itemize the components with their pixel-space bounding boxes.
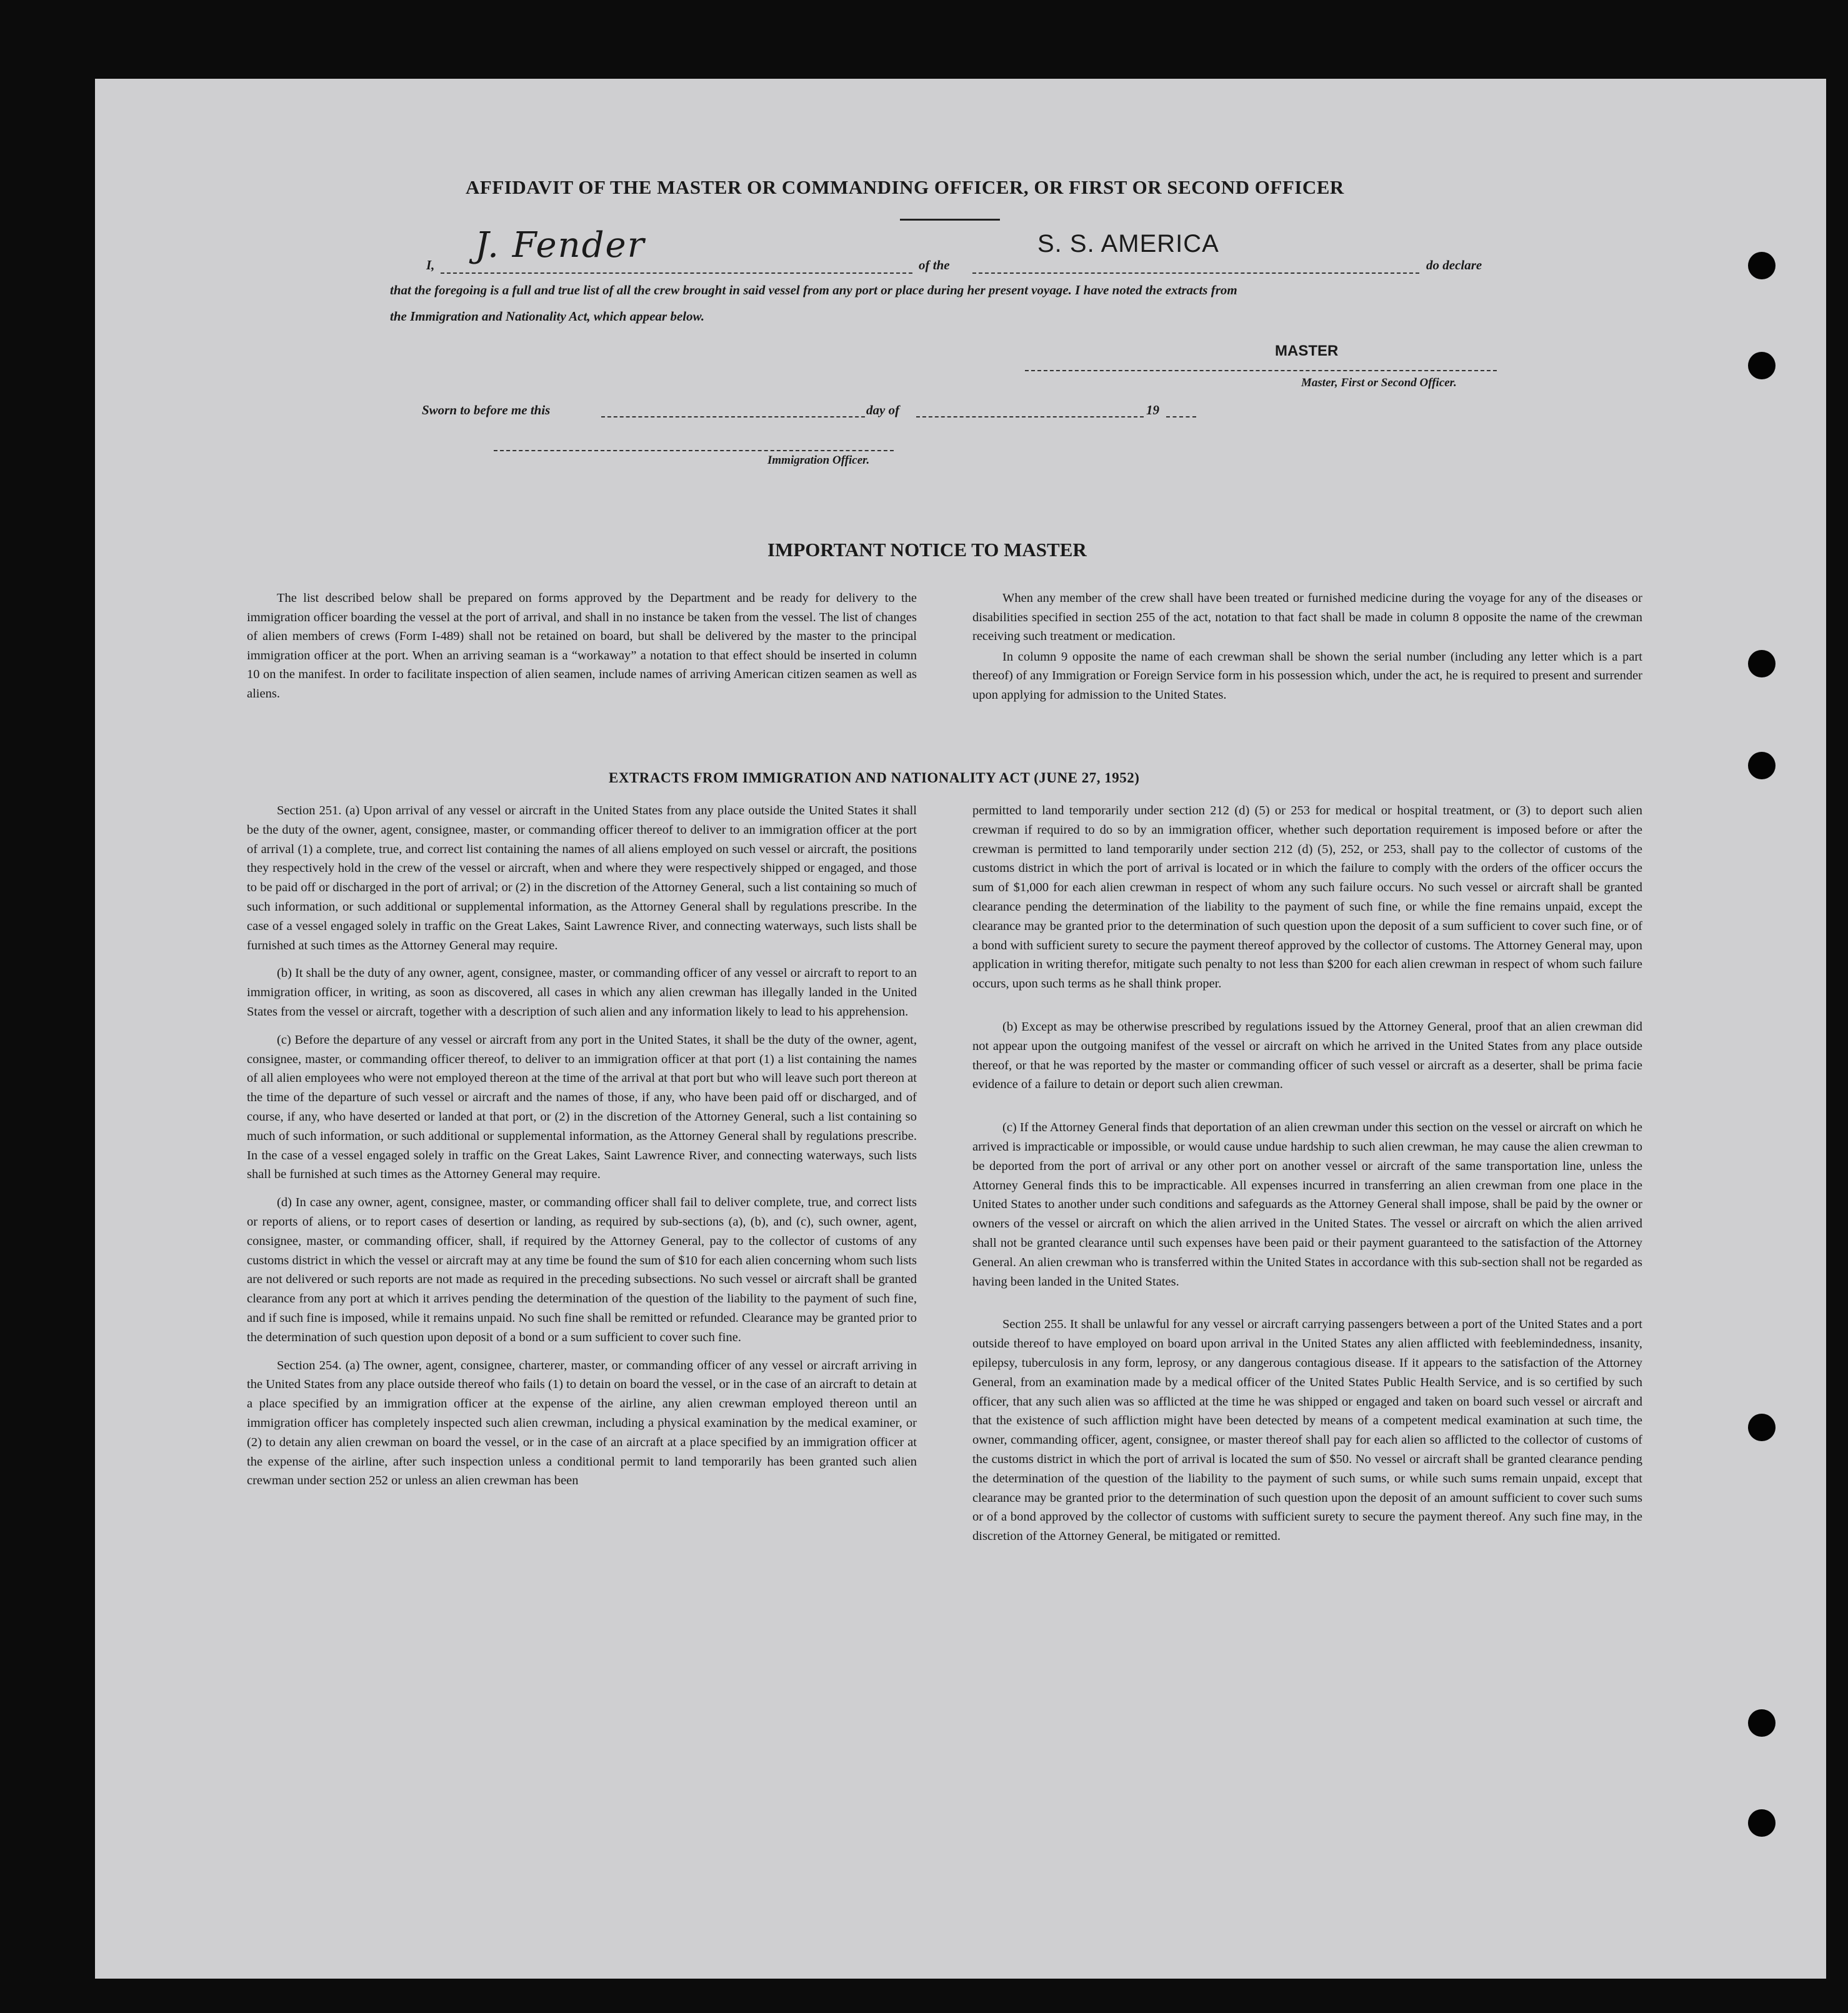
affidavit-title: AFFIDAVIT OF THE MASTER OR COMMANDING OFFICER, OR FIRST OR SECOND OFFICER [466, 176, 1344, 198]
year-line [1166, 416, 1196, 417]
notice-right-paragraph-1: When any member of the crew shall have been treated or furnished medicine during the voyage for any of the diseases or disabilities specified in section 255 of the act, notation to that fact shall be made in column 8 opposite the name of the crewman receiving such treatment or medication. [972, 591, 1642, 644]
sworn-label: Sworn to before me this [422, 402, 551, 417]
officer-caption: Master, First or Second Officer. [1301, 376, 1457, 389]
extract-paragraph: (b) Except as may be otherwise prescribed by regulations issued by the Attorney General, proof that an alien crewman did not appear upon the outgoing manifest of the vessel or aircraft on which he arrived in the United States from any place outside thereof, or that he was reported by the master or commanding officer of such vessel or aircraft as a deserter, shall be prima facie evidence of a failure to detain or deport such alien crewman. [972, 1019, 1642, 1092]
binder-hole [1748, 1709, 1776, 1737]
sworn-month-line [916, 416, 1144, 417]
notice-right-paragraph-2: In column 9 opposite the name of each crewman shall be shown the serial number (including any letter which is a part thereof) of any Immigration or Foreign Service form in his possession which, under the act, he is required to present and surrender upon applying for admission to the United States. [972, 649, 1642, 702]
officer-signature-line [1025, 370, 1497, 371]
notice-right-column [972, 589, 1642, 714]
master-stamp: MASTER [1275, 342, 1339, 359]
notice-title: IMPORTANT NOTICE TO MASTER [767, 539, 1087, 561]
extract-paragraph: Section 251. (a) Upon arrival of any vessel or aircraft in the United States from any place outside the United States it shall be the duty of the owner, agent, consignee, master, or commanding officer thereof to deliver to an immigration officer at the port of arrival (1) a complete, true, and correct list containing the names of all aliens employed on such vessel or aircraft, the positions they respectively hold in the crew of the vessel or aircraft, when and where they were respectively shipped or engaged, and those to be paid off or discharged in the port of arrival; or (2) in the discretion of the Attorney General, such a list containing so much of such information, or such additional or supplemental information, as the Attorney General shall by regulations prescribe. In the case of a vessel engaged solely in traffic on the Great Lakes, Saint Lawrence River, and connecting waterways, such lists shall be furnished at such times as the Attorney General may require. [247, 804, 917, 952]
notice-left-paragraph: The list described below shall be prepared on forms approved by the Department and be ready for delivery to the immigration officer boarding the vessel at the port of arrival, and shall in no instance be taken from the vessel. The list of changes of alien members of crews (Form I-489) shall not be retained on board, but shall be delivered by the master to the principal immigration officer at the port. When an arriving seaman is a “workaway” a notation to that effect should be inserted in column 10 on the manifest. In order to facilitate inspection of alien seamen, include names of arriving American citizen seamen as well as aliens. [247, 591, 917, 701]
extract-paragraph: permitted to land temporarily under section 212 (d) (5) or 253 for medical or hospital treatment, or (3) to deport such alien crewman if required to do so by an immigration officer, whether such deportation requirement is imposed before or after the crewman is permitted to land temporarily under section 212 (d) (5), 252, or 253, shall pay to the collector of customs of the customs district in which the port of arrival is located or in which the failure to comply with the orders of the officer occurs the sum of $1,000 for each alien crewman in respect of whom any such failure occurs. No such vessel or aircraft shall be granted clearance pending the determination of the liability to the payment of such fine, or while the fine remains unpaid, except the clearance may be granted prior to the determination of such question upon the deposit of a sum sufficient to cover such fine, or of a bond with sufficient surety to secure the payment thereof approved by the collector of customs. The Attorney General may, upon application in writing therefor, mitigate such penalty to not less than $200 for each alien crewman in respect of whom such failure occurs, upon such terms as he shall think proper. [972, 804, 1642, 991]
master-signature: J. Fender [475, 225, 646, 266]
binder-hole [1748, 352, 1776, 379]
binder-hole [1748, 650, 1776, 677]
year-label: 19 [1146, 402, 1159, 417]
extracts-title: EXTRACTS FROM IMMIGRATION AND NATIONALITY ACT (JUNE 27, 1952) [609, 770, 1140, 786]
ship-name: S. S. AMERICA [1037, 230, 1219, 257]
extract-paragraph: (c) Before the departure of any vessel or aircraft from any port in the United States, it shall be the duty of the owner, agent, consignee, master, or commanding officer thereof, to deliver to an immigration officer at that port (1) a list containing the names of all alien employees who were not employed thereon at the time of the arrival at that port but who will leave such port thereon at the time of the departure of such vessel or aircraft and the names of those, if any, who have been paid off or discharged, and of course, if any, who have deserted or landed at that port, or (2) in the discretion of the Attorney General, such a list containing so much of such information, or such additional or supplemental information, as the Attorney General shall by regulations prescribe. In the case of a vessel engaged solely in traffic on the Great Lakes, Saint Lawrence River, and connecting waterways, such lists shall be furnished at such times as the Attorney General may require. [247, 1032, 917, 1182]
extract-paragraph: (c) If the Attorney General finds that deportation of an alien crewman under this section on the vessel or aircraft on which he arrived is impracticable or impossible, or would cause undue hardship to such alien crewman, he may cause the alien crewman to be deported from the port of arrival or any other port on another vessel or aircraft of the same transportation line, unless the Attorney General finds this to be impracticable. All expenses incurred in transferring an alien crewman from one place in the United States to another under such conditions and safeguards as the Attorney General shall impose, shall be paid by the owner or owners of the vessel or aircraft on which the alien arrived in the United States. The vessel or aircraft on which the alien arrived shall not be granted clearance until such expenses have been paid or their payment guaranteed to the satisfaction of the Attorney General. An alien crewman who is transferred within the United States in accordance with this sub-section shall not be regarded as having been landed in the United States. [972, 1121, 1642, 1289]
extracts-right-column [972, 801, 1642, 1555]
day-of-label: day of [866, 402, 900, 417]
binder-hole [1748, 1414, 1776, 1441]
ship-name-line [972, 272, 1419, 274]
immigration-officer-caption: Immigration Officer. [767, 454, 870, 467]
binder-hole [1748, 752, 1776, 779]
binder-hole [1748, 1809, 1776, 1837]
immigration-officer-line [494, 450, 894, 451]
signature-line [441, 272, 912, 274]
extracts-left-column [247, 801, 917, 1499]
sworn-day-line [601, 416, 865, 417]
extract-paragraph: Section 254. (a) The owner, agent, consignee, charterer, master, or commanding officer of any vessel or aircraft arriving in the United States from any place outside thereof who fails (1) to detain on board the vessel, or in the case of an aircraft to detain at a place specified by an immigration officer at the expense of the airline, any alien crewman employed thereon until an immigration officer has completely inspected such alien crewman, including a physical examination by the medical examiner, or (2) to detain any alien crewman on board the vessel, or in the case of an aircraft at a place specified by an immigration officer at the expense of the airline, after such inspection unless a conditional permit to land temporarily has been granted such alien crewman under section 252 or unless an alien crewman has been [247, 1358, 917, 1488]
declaration-line-1: that the foregoing is a full and true list of all the crew brought in said vessel from any port or place during her present voyage. I have noted the extracts from [390, 282, 1237, 297]
binder-hole [1748, 252, 1776, 279]
extract-paragraph: Section 255. It shall be unlawful for any vessel or aircraft carrying passengers between a port of the United States and a port outside thereof to have employed on board upon arrival in the United States any alien afflicted with feeblemindedness, insanity, epilepsy, tuberculosis in any form, leprosy, or any dangerous contagious disease. If it appears to the satisfaction of the Attorney General, from an examination made by a medical officer of the United States Public Health Service, and is so certified by such officer, that any such alien was so afflicted at the time he was shipped or engaged and taken on board such vessel or aircraft and that the existence of such affliction might have been detected by means of a competent medical examination at such time, the owner, commanding officer, agent, consignee, or master thereof shall pay for each alien so afflicted to the collector of customs of the customs district in which the port of arrival is located the sum of $50. No vessel or aircraft shall be granted clearance pending the determination of the question of the liability to the payment of such sums, or while such sums remain unpaid, except that clearance may be granted prior to the determination of such question upon the deposit of an amount sufficient to cover such sums or of a bond approved by the collector of customs with sufficient surety to secure the payment thereof. Any such fine may, in the discretion of the Attorney General, be mitigated or remitted. [972, 1317, 1642, 1544]
extract-paragraph: (b) It shall be the duty of any owner, agent, consignee, master, or commanding officer of any vessel or aircraft to report to an immigration officer, in writing, as soon as discovered, all cases in which any alien crewman has illegally landed in the United States from the vessel or aircraft, together with a description of such alien and any information likely to lead to his apprehension. [247, 966, 917, 1019]
of-the-label: of the [919, 257, 950, 272]
extract-paragraph: (d) In case any owner, agent, consignee, master, or commanding officer shall fail to deliver complete, true, and correct lists or reports of aliens, or to report cases of desertion or landing, as required by sub-sections (a), (b), and (c), such owner, agent, consignee, master, or commanding officer, shall, if required by the Attorney General, pay to the collector of customs of any customs district in which the vessel or aircraft may at any time be found the sum of $10 for each alien concerning whom such lists are not delivered or such reports are not made as required in the preceding subsections. No such vessel or aircraft shall be granted clearance from any port at which it arrives pending the determination of the question of the liability to the payment of such fine, and if such fine is imposed, while it remains unpaid. No such fine shall be remitted or refunded. Clearance may be granted prior to the determination of such question upon deposit of a bond or a sum sufficient to cover such fine. [247, 1196, 917, 1344]
notice-left-column [247, 589, 917, 712]
i-label: I, [426, 257, 435, 272]
title-underline [900, 219, 1000, 221]
declaration-line-2: the Immigration and Nationality Act, which appear below. [390, 309, 705, 324]
do-declare-label: do declare [1426, 257, 1482, 272]
